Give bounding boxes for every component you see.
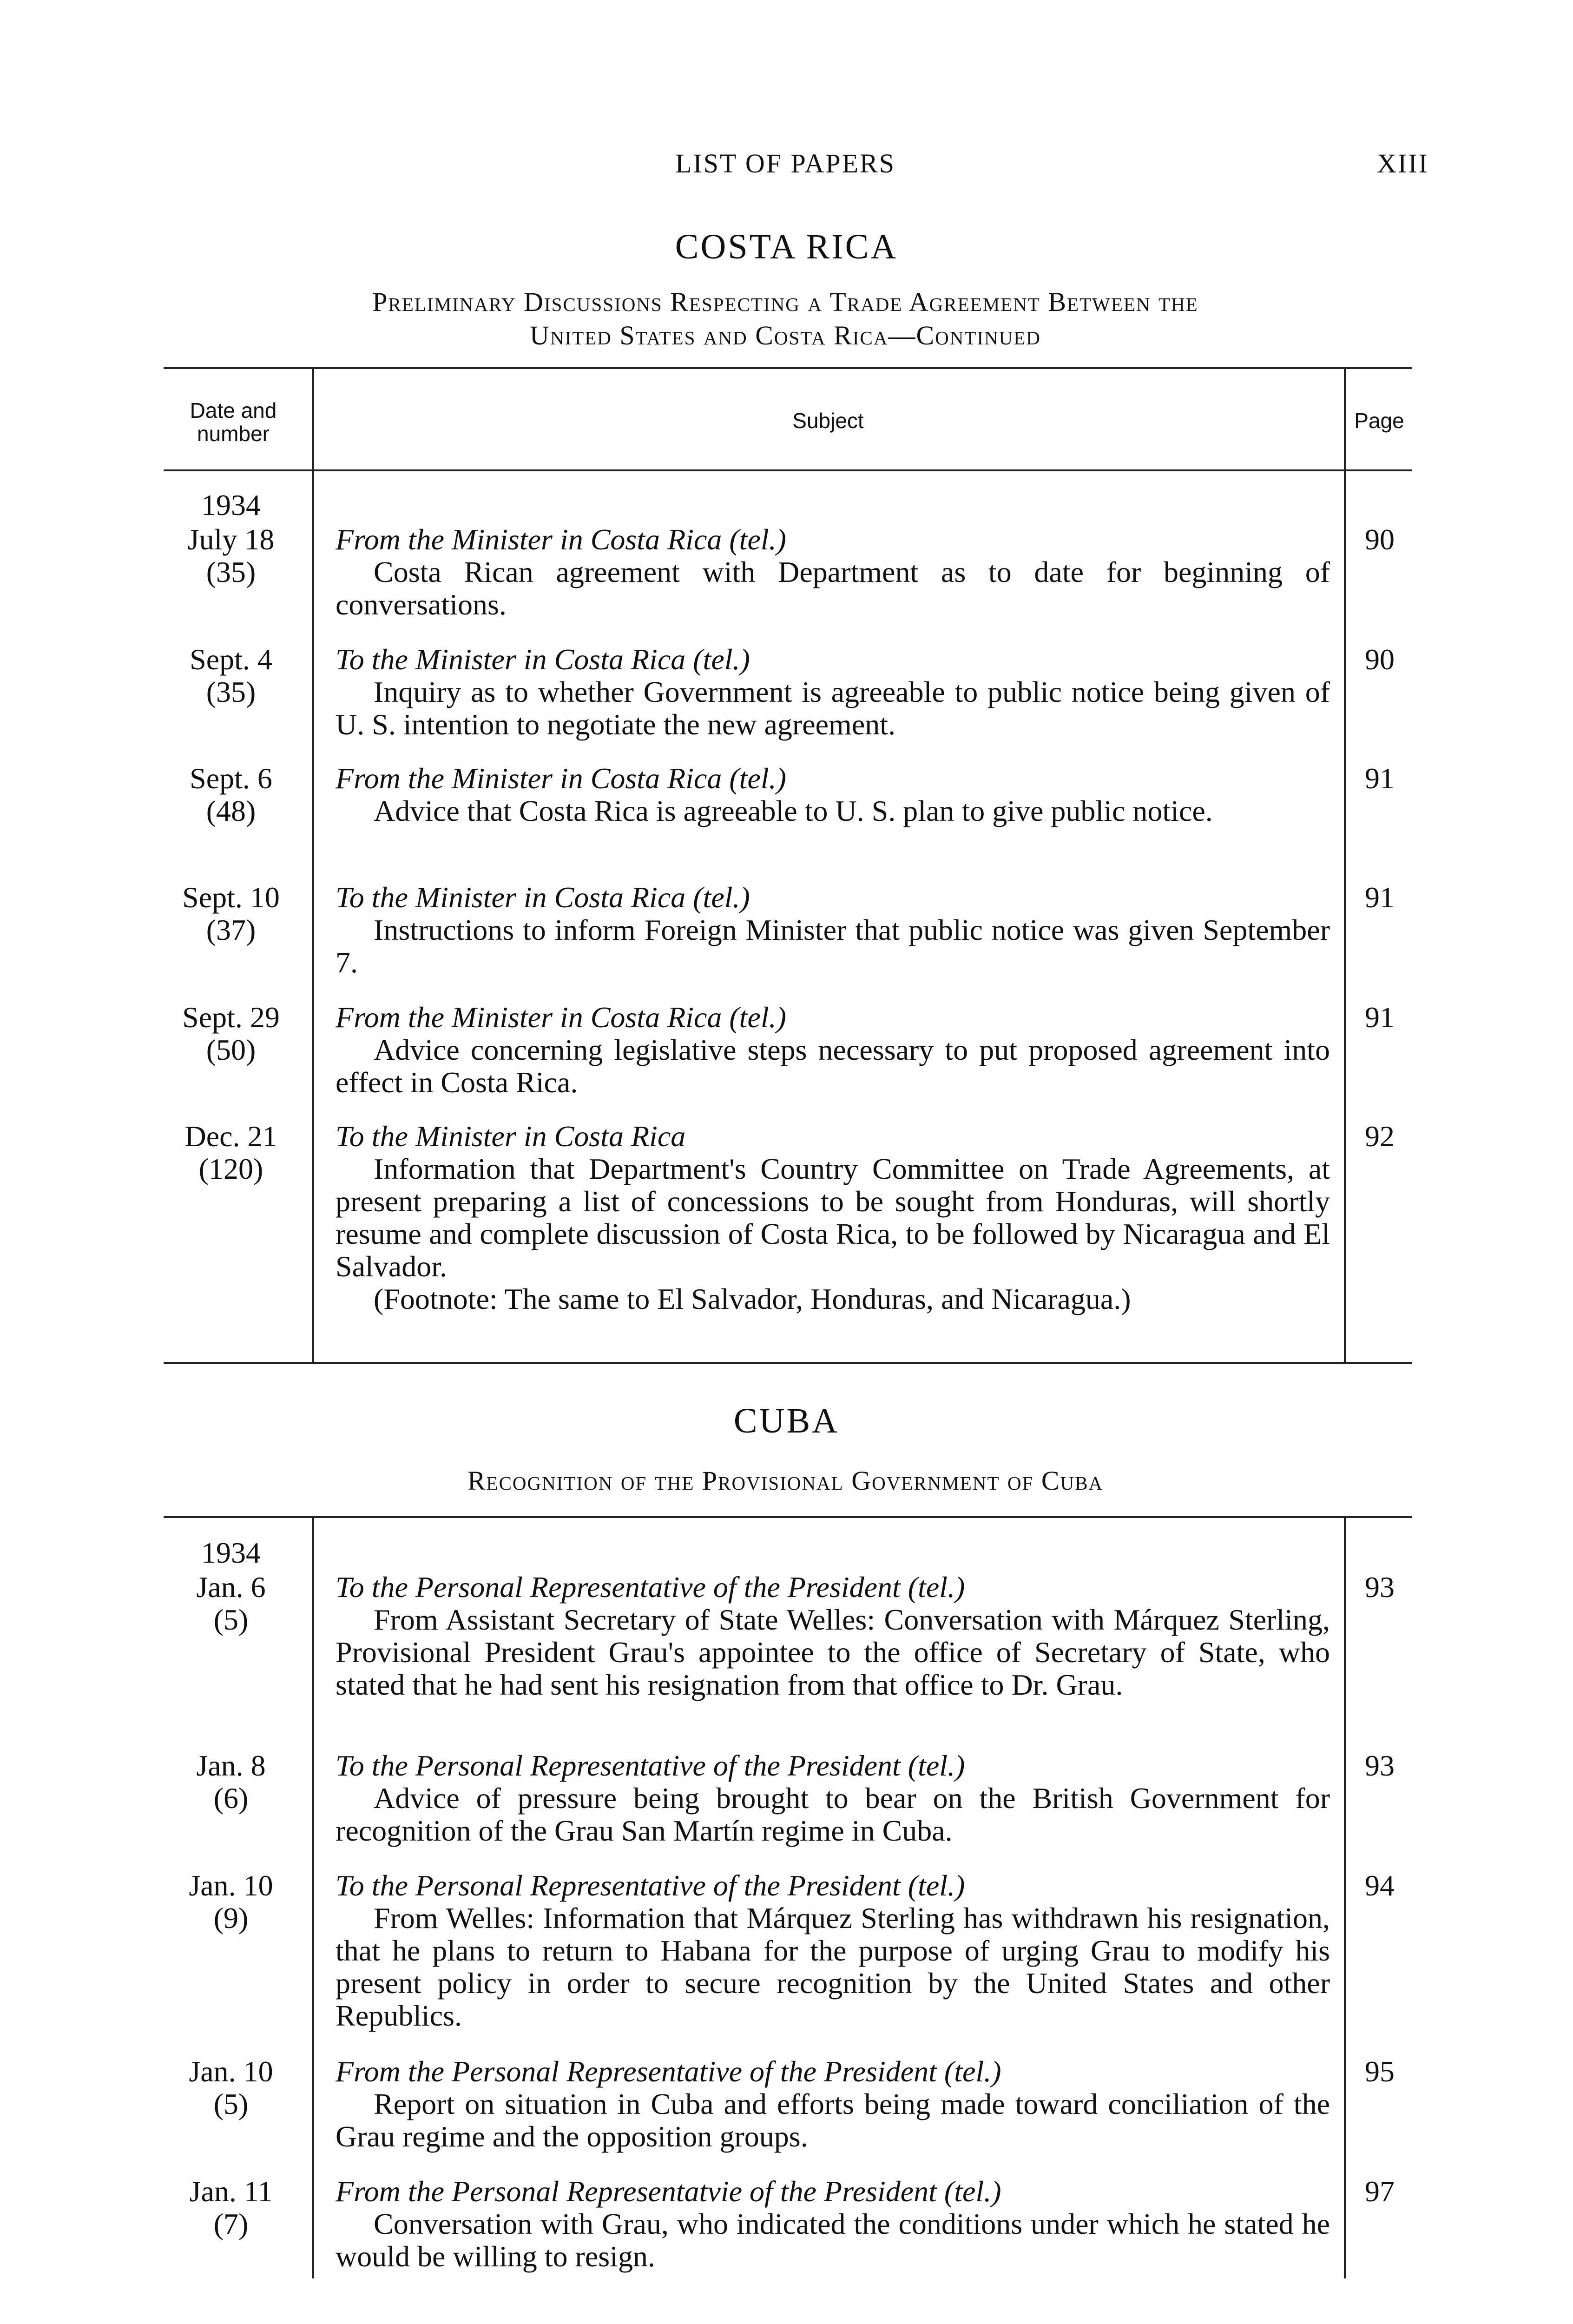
entry-description: From Assistant Secretary of State Welles: Conversation with Márquez Sterling, Provisional President Grau's appointee to the office of Secretary of State, who stated that he had sent his resignation from that office to Dr. Grau. — [336, 1603, 1330, 1701]
entry-subject — [336, 762, 1330, 827]
entry-heading: To the Personal Representative of the President (tel.) — [336, 1749, 965, 1782]
entry-number: (5) — [213, 2087, 249, 2120]
entry-description: Costa Rican agreement with Department as to date for beginning of conversations. — [336, 555, 1330, 621]
entry-heading: From the Minister in Costa Rica (tel.) — [336, 762, 786, 795]
entry-date — [164, 1869, 298, 1934]
entry-heading: To the Personal Representative of the President (tel.) — [336, 1571, 965, 1604]
entry-page: 93 — [1365, 1749, 1395, 1782]
entry-subject — [336, 643, 1330, 741]
entry-page: 94 — [1365, 1869, 1395, 1902]
entry-description: Conversation with Grau, who indicated the conditions under which he stated he would be willing to resign. — [336, 2207, 1330, 2273]
entry-number: (35) — [206, 555, 256, 588]
entry-number: (9) — [213, 1901, 249, 1934]
country-heading-costa-rica: COSTA RICA — [675, 227, 898, 266]
entry-date-text: Sept. 29 — [182, 1001, 280, 1034]
entry-footnote: (Footnote: The same to El Salvador, Honduras, and Nicaragua.) — [374, 1282, 1131, 1315]
entry-date — [164, 1750, 298, 1815]
entry-page: 90 — [1365, 643, 1395, 676]
column-header-date: Date and number — [190, 398, 277, 446]
entry-number: (120) — [198, 1152, 263, 1185]
entry-date — [164, 643, 298, 708]
column-divider-date — [312, 1516, 314, 2278]
entry-subject — [336, 1120, 1330, 1315]
entry-subject — [336, 881, 1330, 979]
entry-description: Report on situation in Cuba and efforts being made toward conciliation of the Grau regime and the opposition groups. — [336, 2087, 1330, 2153]
column-header-subject: Subject — [792, 409, 864, 433]
entry-heading: From the Minister in Costa Rica (tel.) — [336, 523, 786, 556]
entry-number: (35) — [206, 675, 256, 708]
entry-date-text: Jan. 10 — [189, 2055, 273, 2088]
entry-date-text: Jan. 8 — [196, 1749, 266, 1782]
entry-description: Information that Department's Country Committee on Trade Agreements, at present preparing a list of concessions to be sought from Honduras, will shortly resume and complete discussion of Costa Rica, to be followed by Nicaragua and El Salvador. — [336, 1152, 1330, 1283]
country-heading-cuba: CUBA — [733, 1401, 840, 1440]
entry-page: 92 — [1365, 1120, 1395, 1153]
entry-date-text: Jan. 11 — [189, 2175, 273, 2208]
table-header-rule — [164, 469, 1412, 471]
entry-page: 91 — [1365, 1001, 1395, 1034]
page-folio: XIII — [1377, 148, 1429, 178]
entry-subject — [336, 1750, 1330, 1847]
entry-date — [164, 1571, 298, 1636]
entry-date-text: Jan. 6 — [196, 1571, 266, 1604]
year-1934: 1934 — [201, 489, 261, 522]
entry-subject — [336, 2175, 1330, 2273]
entry-number: (37) — [206, 913, 256, 946]
entry-description: Instructions to inform Foreign Minister that public notice was given September 7. — [336, 913, 1330, 979]
table-top-rule — [164, 367, 1412, 369]
running-title: LIST OF PAPERS — [675, 148, 895, 178]
entry-number: (7) — [213, 2207, 249, 2240]
entry-description: From Welles: Information that Márquez Sterling has withdrawn his resignation, that he plans to return to Habana for the purpose of urging Grau to modify his present policy in order to secure recognition by the United States and other Republics. — [336, 1901, 1330, 2032]
year-1934: 1934 — [201, 1536, 261, 1569]
entry-description: Advice concerning legislative steps necessary to put proposed agreement into effect in Costa Rica. — [336, 1033, 1330, 1099]
column-divider-page — [1344, 367, 1346, 1362]
entry-date — [164, 2175, 298, 2240]
entry-subject — [336, 1869, 1330, 2032]
running-head — [0, 148, 1573, 185]
entry-heading: To the Personal Representative of the President (tel.) — [336, 1869, 965, 1902]
entry-date-text: Sept. 10 — [182, 881, 280, 914]
column-divider-page — [1344, 1516, 1346, 2278]
entry-date-text: Sept. 4 — [190, 643, 272, 676]
table-top-rule — [164, 1516, 1412, 1518]
entry-description: Advice that Costa Rica is agreeable to U. S. plan to give public notice. — [374, 794, 1213, 827]
entry-description: Inquiry as to whether Government is agreeable to public notice being given of U. S. intention to negotiate the new agreement. — [336, 675, 1330, 741]
entry-subject — [336, 523, 1330, 621]
entry-date — [164, 762, 298, 827]
entry-heading: From the Personal Representative of the President (tel.) — [336, 2055, 1001, 2088]
entry-heading: To the Minister in Costa Rica — [336, 1120, 686, 1153]
entry-heading: To the Minister in Costa Rica (tel.) — [336, 643, 750, 676]
entry-page: 97 — [1365, 2175, 1395, 2208]
entry-subject — [336, 2055, 1330, 2153]
entry-subject — [336, 1001, 1330, 1099]
entry-date — [164, 1001, 298, 1066]
section-title-cuba: Recognition of the Provisional Government of Cuba — [467, 1466, 1104, 1496]
column-divider-date — [312, 367, 314, 1362]
entry-date — [164, 1120, 298, 1185]
entry-page: 93 — [1365, 1571, 1395, 1604]
entry-date — [164, 2055, 298, 2120]
entry-date-text: Dec. 21 — [184, 1120, 277, 1153]
entry-number: (48) — [206, 794, 256, 827]
entry-page: 91 — [1365, 881, 1395, 914]
entry-heading: From the Personal Representatvie of the President (tel.) — [336, 2175, 1001, 2208]
entry-date-text: July 18 — [187, 523, 275, 556]
table-bottom-rule — [164, 1362, 1412, 1364]
entry-number: (6) — [213, 1782, 249, 1815]
entry-page: 90 — [1365, 523, 1395, 556]
entry-page: 91 — [1365, 762, 1395, 795]
section-title-line2: United States and Costa Rica—Continued — [530, 320, 1041, 350]
entry-date — [164, 881, 298, 946]
entry-description: Advice of pressure being brought to bear on the British Government for recognition of the Grau San Martín regime in Cuba. — [336, 1782, 1330, 1847]
entry-number: (5) — [213, 1603, 249, 1636]
entry-heading: From the Minister in Costa Rica (tel.) — [336, 1001, 786, 1034]
entry-heading: To the Minister in Costa Rica (tel.) — [336, 881, 750, 914]
section-title-line1: Preliminary Discussions Respecting a Trade Agreement Between the — [372, 287, 1198, 317]
entry-date — [164, 523, 298, 588]
entry-date-text: Jan. 10 — [189, 1869, 273, 1902]
entry-number: (50) — [206, 1033, 256, 1066]
column-header-page: Page — [1354, 409, 1404, 433]
entry-date-text: Sept. 6 — [190, 762, 272, 795]
entry-subject — [336, 1571, 1330, 1701]
entry-page: 95 — [1365, 2055, 1395, 2088]
